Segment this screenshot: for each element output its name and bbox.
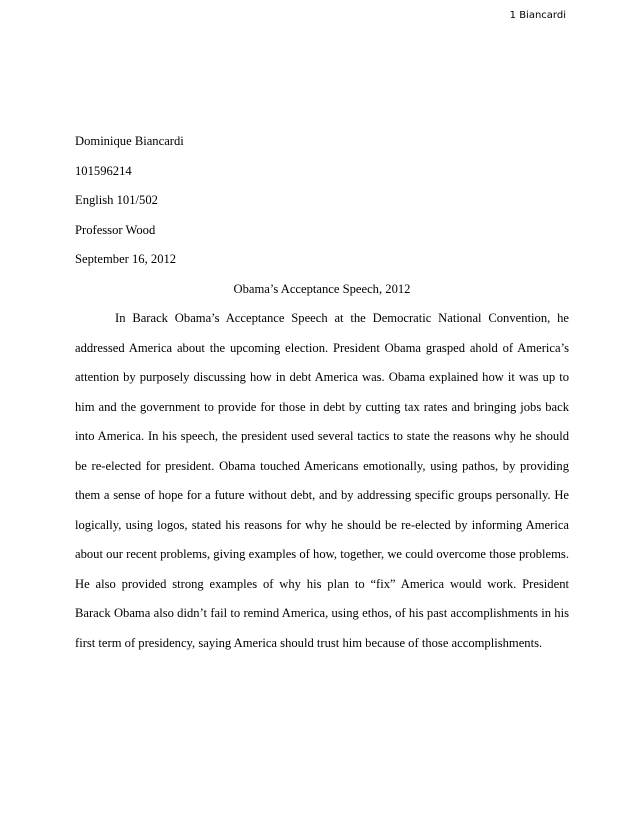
- running-head: 1 Biancardi: [509, 10, 566, 21]
- course-name: English 101/502: [75, 193, 158, 207]
- document-body: [75, 127, 569, 658]
- body-paragraph: In Barack Obama’s Acceptance Speech at the Democratic National Convention, he addressed America about the upcoming election. President Obama grasped ahold of America’s attention by purposely discussing how in debt America was. Obama explained how it was up to him and the government to provide for those in debt by cutting tax rates and bringing jobs back into America. In his speech, the president used several tactics to state the reasons why he should be re-elected for president. Obama touched Americans emotionally, using pathos, by providing them a sense of hope for a future without debt, and by addressing specific groups personally. He logically, using logos, stated his reasons for why he should be re-elected by informing America about our recent problems, giving examples of how, together, we could overcome those problems. He also provided strong examples of why his plan to “fix” America would work. President Barack Obama also didn’t fail to remind America, using ethos, of his past accomplishments in his first term of presidency, saying America should trust him because of those accomplishments.: [75, 311, 569, 650]
- author-name: Dominique Biancardi: [75, 134, 184, 148]
- student-id: 101596214: [75, 163, 132, 178]
- professor-name: Professor Wood: [75, 222, 156, 237]
- essay-date: September 16, 2012: [75, 252, 177, 266]
- essay-title: Obama’s Acceptance Speech, 2012: [233, 281, 411, 296]
